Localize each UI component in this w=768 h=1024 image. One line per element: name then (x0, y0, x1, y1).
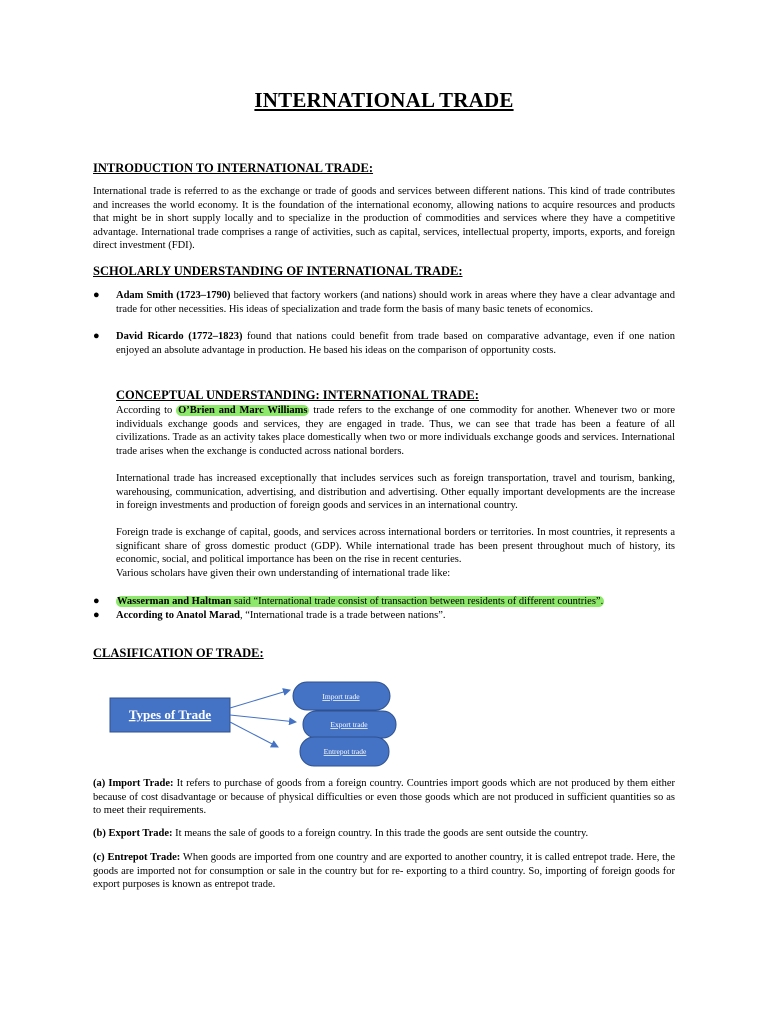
entrepot-trade-definition (93, 851, 675, 892)
trade-types-diagram (100, 678, 410, 773)
definition-term: (b) Export Trade: (93, 828, 173, 839)
types-of-trade-label: Types of Trade (128, 707, 212, 722)
conceptual-paragraph-2: International trade has increased exceptionally that includes services such as foreign transportation, travel and tourism, banking, warehousing, communication, advertising, and distribution and advertising. Other equally important developments are the increase in foreign investments and production of foreign goods and services in an international country. (116, 473, 675, 512)
intro-heading: INTRODUCTION TO INTERNATIONAL TRADE: (93, 161, 374, 175)
scholar-name: According to Anatol Marad (116, 610, 240, 621)
definition-text: It means the sale of goods to a foreign country. In this trade the goods are sent outside the country. (172, 828, 589, 839)
export-trade-label: Export trade (330, 720, 368, 729)
arrow-to-entrepot (230, 722, 278, 747)
paragraph-text: According to (116, 405, 177, 416)
export-trade-definition (93, 827, 675, 841)
scholar-name: Wasserman and Haltman (117, 596, 232, 607)
arrow-to-import (230, 690, 290, 708)
page-title: INTERNATIONAL TRADE (254, 88, 514, 112)
bullet-icon: ● (93, 289, 100, 301)
paragraph-text: trade refers to the exchange of one commodity for another. Whenever two or more individuals exchange goods and services, they are engaged in trade. Thus, we can see that trade has been a feature of all civilizations. Trade as an activity takes place domestically when two or more individuals exchange goods and services. International trade arises when the exchange is conducted across national borders. (116, 405, 676, 457)
intro-paragraph: International trade is referred to as the exchange or trade of goods and services between different nations. This kind of trade contributes and increases the world economy. It is the foundation of the international economy, allowing nations to acquire resources and products that might be in short supply locally and to specialize in the production of commodities and services where they have a competitive advantage. International trade comprises a range of activities, such as capital, services, intellectual property, imports, exports, and foreign direct investment (FDI). (93, 186, 675, 252)
highlighted-authors: O’Brien and Marc Williams (178, 405, 308, 416)
definition-list-item (93, 609, 675, 623)
conceptual-paragraph-4: Various scholars have given their own understanding of international trade like: (116, 568, 451, 579)
bullet-icon: ● (93, 595, 100, 607)
bullet-icon: ● (93, 330, 100, 342)
conceptual-paragraph-3: Foreign trade is exchange of capital, goods, and services across international borders or territories. In most countries, it represents a significant share of gross domestic product (GDP). While international trade has been present throughout much of history, its economic, social, and political importance has been on the rise in recent centuries. (116, 527, 675, 566)
scholarly-list-item (93, 330, 675, 357)
conceptual-paragraph-1 (116, 404, 675, 458)
quote-text: , “International trade is a trade between nations”. (239, 610, 446, 621)
import-trade-label: Import trade (322, 692, 360, 701)
definition-list-item (93, 595, 675, 609)
definition-term: (a) Import Trade: (93, 778, 174, 789)
arrow-to-export (230, 715, 296, 722)
definition-text: It refers to purchase of goods from a foreign country. Countries import goods which are not produced by them either because of cost disadvantage or because of physical difficulties or even those goods which are not produced in sufficient quantities so as to meet their requirements. (93, 778, 675, 817)
scholar-name: David Ricardo (1772–1823) (116, 331, 243, 342)
scholar-text: believed that factory workers (and nations) should work in areas where they have a clear advantage and trade for other necessities. His ideas of specialization and trade form the basis of many basic tenets of economics. (116, 290, 675, 315)
quote-text: said “International trade consist of transaction between residents of different countries”. (231, 596, 604, 607)
classification-heading: CLASIFICATION OF TRADE: (93, 646, 264, 660)
scholarly-heading: SCHOLARLY UNDERSTANDING OF INTERNATIONAL TRADE: (93, 264, 463, 278)
import-trade-definition (93, 777, 675, 818)
scholar-text: found that nations could benefit from trade based on comparative advantage, even if one nation enjoyed an absolute advantage in production. He based his ideas on the comparison of opportunity costs. (116, 331, 675, 356)
conceptual-heading: CONCEPTUAL UNDERSTANDING: INTERNATIONAL TRADE: (116, 388, 479, 402)
definition-term: (c) Entrepot Trade: (93, 852, 181, 863)
definition-text: When goods are imported from one country and are exported to another country, it is called entrepot trade. Here, the goods are imported not for consumption or sale in the country but for re- exporting to a third country. So, importing of foreign goods for export purposes is known as entrepot trade. (93, 852, 675, 891)
bullet-icon: ● (93, 609, 100, 621)
entrepot-trade-label: Entrepot trade (323, 747, 367, 756)
scholarly-list-item (93, 289, 675, 316)
highlighted-quote (116, 596, 604, 607)
scholar-name: Adam Smith (1723–1790) (116, 290, 231, 301)
